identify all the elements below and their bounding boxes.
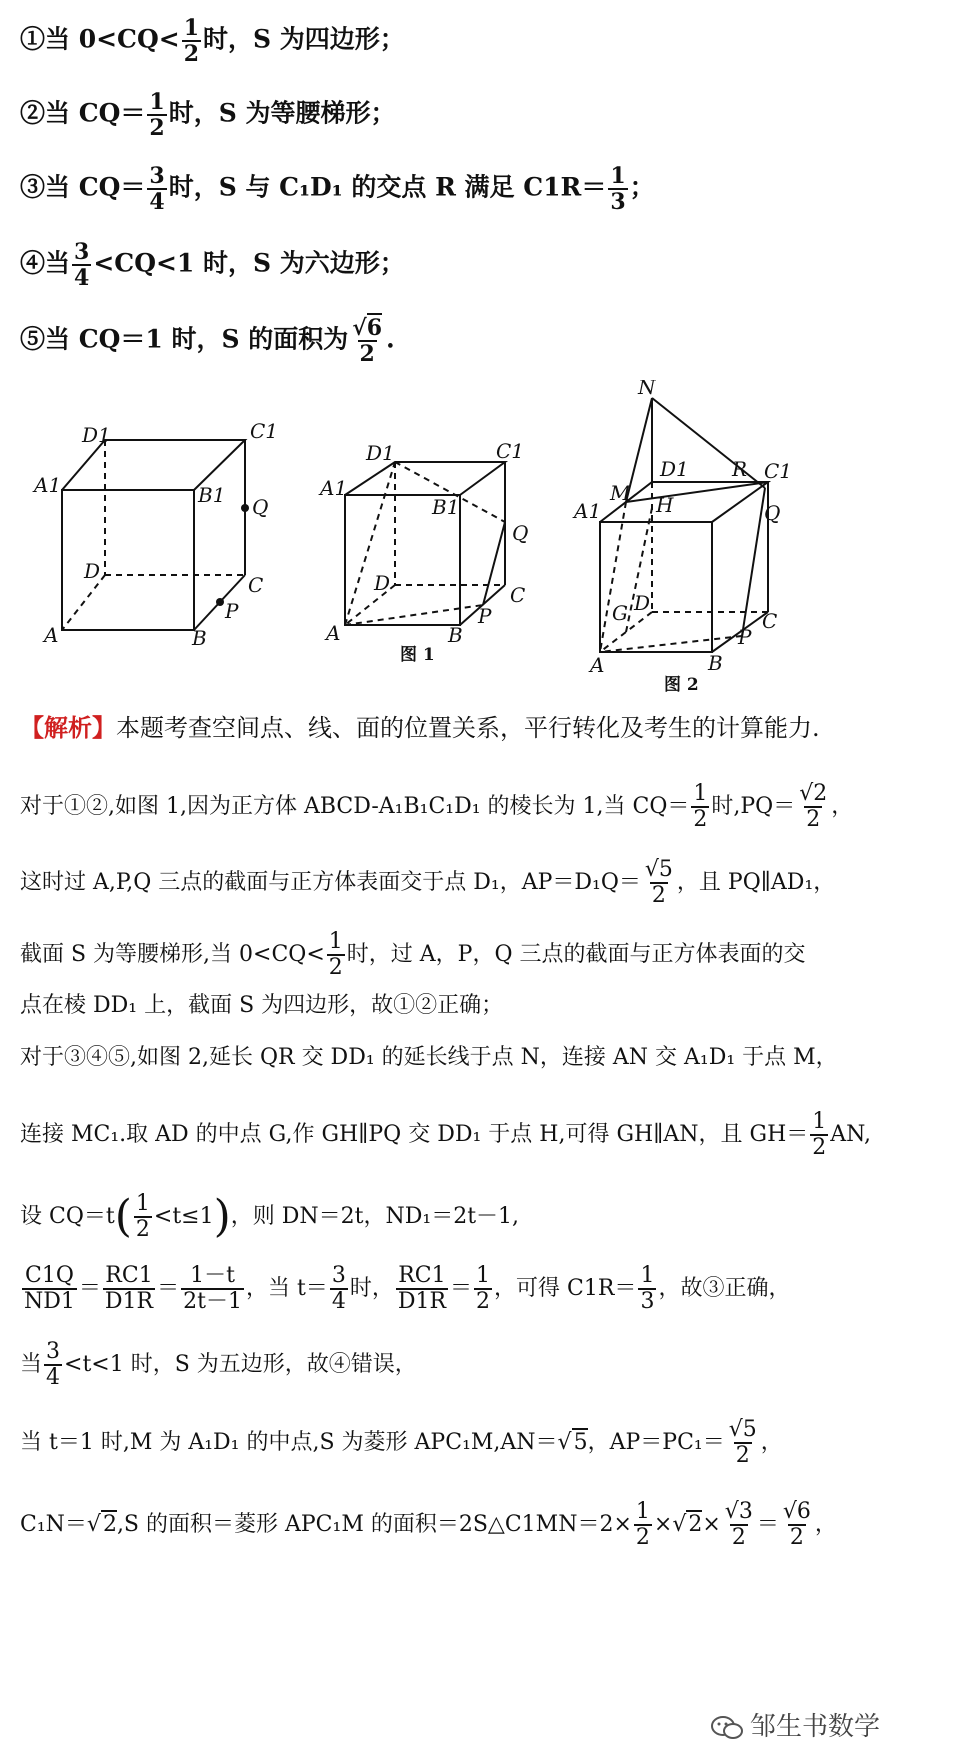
label-m: M [610, 481, 631, 505]
label-b1: B1 [432, 495, 460, 519]
statement-3: ③当 CQ＝ $\frac{3}{4}$ 时，S 与 C₁D₁ 的交点 R 满足 C1R＝ $\frac{1}{3}$ ； [20, 163, 655, 215]
label-h: H [656, 493, 674, 517]
point-q [241, 504, 249, 512]
fraction: $\frac{3}{4}$ [149, 163, 165, 215]
solution-line-9: 当 $\frac{3}{4}$ <t<1 时，S 为五边形，故④错误， [20, 1339, 417, 1390]
label-q: Q [764, 501, 781, 525]
solution-line-7: 设 CQ＝t( $\frac{1}{2}$ <t≤1)，则 DN＝2t，ND₁＝2t－1, [20, 1191, 520, 1242]
label-b: B [192, 626, 207, 650]
label-n: N [638, 380, 656, 399]
label-c1: C1 [496, 439, 525, 463]
label-c: C [510, 583, 526, 607]
point-p [216, 598, 224, 606]
watermark: 邹生书数学 [710, 1706, 880, 1743]
fraction: $\frac{1}{3}$ [610, 163, 626, 215]
label-d: D [374, 571, 391, 595]
label-d1: D1 [82, 423, 111, 447]
solution-line-3: 截面 S 为等腰梯形,当 0<CQ< $\frac{1}{2}$ 时，过 A，P，Q 三点的截面与正方体表面的交 [20, 929, 806, 980]
label-p: P [738, 625, 752, 649]
label-a: A [44, 623, 59, 647]
statement-5: ⑤当 CQ＝1 时，S 的面积为 $\frac{√6}{2}$ . [20, 315, 395, 367]
fraction: $\frac{1}{2}$ [149, 89, 165, 141]
label-d1: D1 [366, 441, 395, 465]
statement-1: ①当 0<CQ< $\frac{1}{2}$ 时，S 为四边形； [20, 15, 405, 67]
solution-line-8: $\frac{C1Q}{ND1}$ ＝ $\frac{RC1}{D1R}$ ＝ $\frac{1-t}{2t-1}$ ，当 t＝ $\frac{3}{4}$ 时， $\frac{RC1}{D1R}$ ＝ $\frac{1}{2}$ ，可得 C1R＝ $\frac{1}{3}$ ，故③正确， [24, 1263, 791, 1314]
wechat-icon [710, 1715, 744, 1741]
solution-tag: 【解析】 [20, 713, 116, 742]
solution-intro: 【解析】本题考查空间点、线、面的位置关系，平行转化及考生的计算能力. [20, 713, 820, 742]
label-p: P [225, 599, 239, 623]
label-c1: C1 [250, 419, 279, 443]
fraction: $\frac{3}{4}$ [74, 239, 90, 291]
label-a: A [326, 621, 341, 645]
label-a1: A1 [320, 476, 348, 500]
label-b: B [708, 651, 723, 675]
label-d: D [84, 559, 101, 583]
figures [0, 380, 970, 700]
solution-line-2: 这时过 A,P,Q 三点的截面与正方体表面交于点 D₁，AP＝D₁Q＝ $\frac{√5}{2}$ ，且 PQ∥AD₁， [20, 857, 836, 908]
label-r: R [732, 457, 748, 481]
label-a1: A1 [574, 499, 602, 523]
label-a1: A1 [34, 473, 62, 497]
label-g: G [612, 601, 628, 625]
solution-line-1: 对于①②,如图 1,因为正方体 ABCD-A₁B₁C₁D₁ 的棱长为 1,当 CQ＝ $\frac{1}{2}$ 时,PQ＝ $\frac{√2}{2}$ ， [20, 781, 854, 832]
label-c1: C1 [764, 459, 793, 483]
label-c: C [248, 573, 264, 597]
label-c: C [762, 609, 778, 633]
label-d1: D1 [660, 457, 689, 481]
label-d: D [634, 591, 651, 615]
fraction: $\frac{1}{2}$ [183, 15, 199, 67]
label-q: Q [252, 495, 269, 519]
label-b: B [448, 623, 463, 647]
sqrt-fraction: $\frac{√6}{2}$ [352, 315, 383, 367]
statement-4: ④当 $\frac{3}{4}$ <CQ<1 时，S 为六边形； [20, 239, 405, 291]
label-q: Q [512, 521, 529, 545]
statement-2: ②当 CQ＝ $\frac{1}{2}$ 时，S 为等腰梯形； [20, 89, 396, 141]
solution-line-11: C₁N＝√2,S 的面积＝菱形 APC₁M 的面积＝2S△C1MN＝2× $\frac{1}{2}$ ×√2× $\frac{√3}{2}$ ＝ $\frac{√6}{2}$ ， [20, 1499, 837, 1550]
solution-line-10: 当 t＝1 时,M 为 A₁D₁ 的中点,S 为菱形 APC₁M,AN＝√5，AP＝PC₁＝ $\frac{√5}{2}$ ， [20, 1417, 783, 1468]
solution-line-5: 对于③④⑤,如图 2,延长 QR 交 DD₁ 的延长线于点 N，连接 AN 交 A₁D₁ 于点 M， [20, 1045, 838, 1070]
figure-2-caption: 图 2 [664, 675, 699, 695]
solution-line-6: 连接 MC₁.取 AD 的中点 G,作 GH∥PQ 交 DD₁ 于点 H,可得 GH∥AN，且 GH＝ $\frac{1}{2}$ AN, [20, 1109, 871, 1160]
solution-line-4: 点在棱 DD₁ 上，截面 S 为四边形，故①②正确； [20, 993, 504, 1018]
label-p: P [478, 604, 492, 628]
label-a: A [590, 653, 605, 677]
label-b1: B1 [198, 483, 226, 507]
figure-1-caption: 图 1 [400, 645, 435, 665]
cube-diagram [345, 462, 505, 625]
